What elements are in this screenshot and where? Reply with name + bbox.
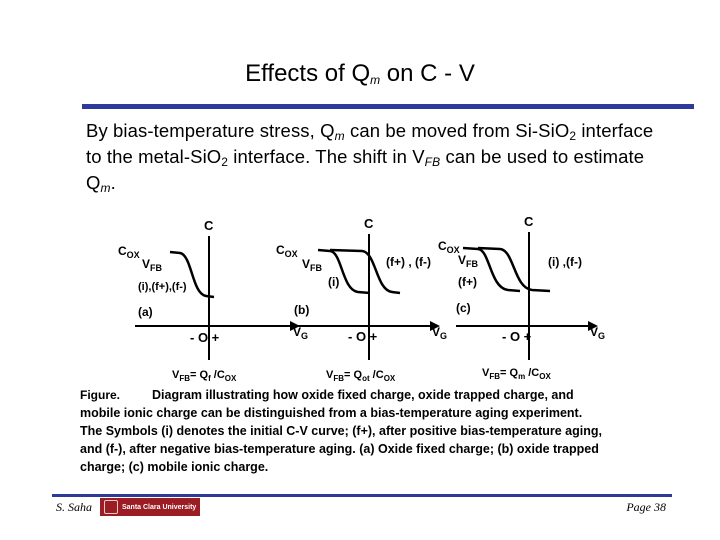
caption-text: Diagram illustrating how oxide fixed charge, oxide trapped charge, and — [152, 388, 574, 402]
panel-c-shifted-curve-label: (f+) — [458, 275, 477, 289]
panel-c-cox-label: $C_{OX}$ — [438, 239, 460, 255]
panel-b-cox-label: $C_{OX}$ — [276, 243, 298, 259]
panel-b-formula: $V_{FB}= Q_{ot}$ $/C_{OX}$ — [326, 369, 396, 383]
page-number: Page 38 — [626, 500, 666, 514]
panel-b-vg-label: $V_G$ — [432, 325, 448, 341]
body-subscript: m — [334, 129, 345, 143]
body-segment: interface to the metal-SiO — [86, 120, 654, 167]
seal-icon — [104, 500, 118, 514]
panel-c-axis-ticks: - O + — [502, 329, 532, 344]
caption-line: mobile ionic charge can be distinguished from a bias-temperature aging experiment. — [80, 406, 583, 420]
panel-c-vfb-label: $V_{FB}$ — [458, 253, 479, 269]
panel-c-cv-curve-initial — [478, 248, 550, 291]
body-segment: interface. The shift in V — [228, 146, 425, 167]
panel-a-c-axis-label: C — [204, 218, 214, 233]
body-subscript: FB — [424, 155, 441, 169]
title-subscript: m — [370, 73, 381, 87]
title-text: Effects of Q — [245, 60, 371, 87]
panel-b — [276, 216, 447, 383]
panel-c-c-axis-label: C — [524, 214, 534, 229]
panel-b-cv-curve-initial — [318, 250, 370, 293]
footer-divider — [52, 494, 672, 497]
body-segment: can be moved from Si-SiO — [344, 120, 570, 141]
panel-a-axis-ticks: - O + — [190, 330, 220, 345]
panel-c-vg-label: $V_G$ — [590, 325, 606, 341]
university-logo — [100, 498, 200, 516]
caption-line: and (f-), after negative bias-temperature aging. (a) Oxide fixed charge; (b) oxide trapped — [80, 442, 599, 456]
panel-a-curves-label: (i),(f+),(f-) — [138, 281, 187, 293]
panel-a-cox-label: $C_{OX}$ — [118, 244, 140, 260]
footer-author: S. Saha — [56, 500, 92, 514]
panel-a-vfb-label: $V_{FB}$ — [142, 257, 163, 273]
panel-c — [438, 214, 605, 381]
body-segment: can be used to estimate Q — [86, 146, 645, 193]
panel-a-vg-label: $V_G$ — [293, 325, 309, 341]
caption-line: The Symbols (i) denotes the initial C-V curve; (f+), after positive bias-temperature aging, — [80, 424, 602, 438]
body-segment: . — [110, 172, 116, 193]
panel-a-label: (a) — [138, 305, 153, 319]
panel-b-axis-ticks: - O + — [348, 329, 378, 344]
panel-c-label: (c) — [456, 301, 471, 315]
figure-caption — [80, 386, 650, 476]
panel-b-initial-curve-label: (i) — [328, 275, 340, 289]
body-paragraph — [86, 118, 656, 196]
panel-c-formula: $V_{FB}= Q_m$ $/C_{OX}$ — [482, 367, 551, 381]
panel-b-label: (b) — [294, 303, 310, 317]
panel-b-vfb-label: $V_{FB}$ — [302, 257, 323, 273]
body-subscript: m — [100, 181, 111, 195]
panel-c-initial-curve-label: (i) ,(f-) — [548, 255, 582, 269]
panel-b-c-axis-label: C — [364, 216, 374, 231]
title-suffix: on C - V — [380, 60, 475, 87]
logo-text: Santa Clara University — [122, 503, 197, 511]
panel-b-shifted-curve-label: (f+) , (f-) — [386, 255, 431, 269]
body-subscript: 2 — [221, 155, 229, 169]
panel-a-formula: $V_{FB}= Q_f$ $/C_{OX}$ — [172, 369, 237, 383]
body-subscript: 2 — [569, 129, 577, 143]
caption-line — [80, 386, 650, 404]
slide-title — [0, 60, 720, 88]
figure-label: Figure. — [80, 388, 121, 402]
caption-line: charge; (c) mobile ionic charge. — [80, 460, 269, 474]
title-divider — [82, 104, 694, 109]
body-segment: By bias-temperature stress, Q — [86, 120, 335, 141]
